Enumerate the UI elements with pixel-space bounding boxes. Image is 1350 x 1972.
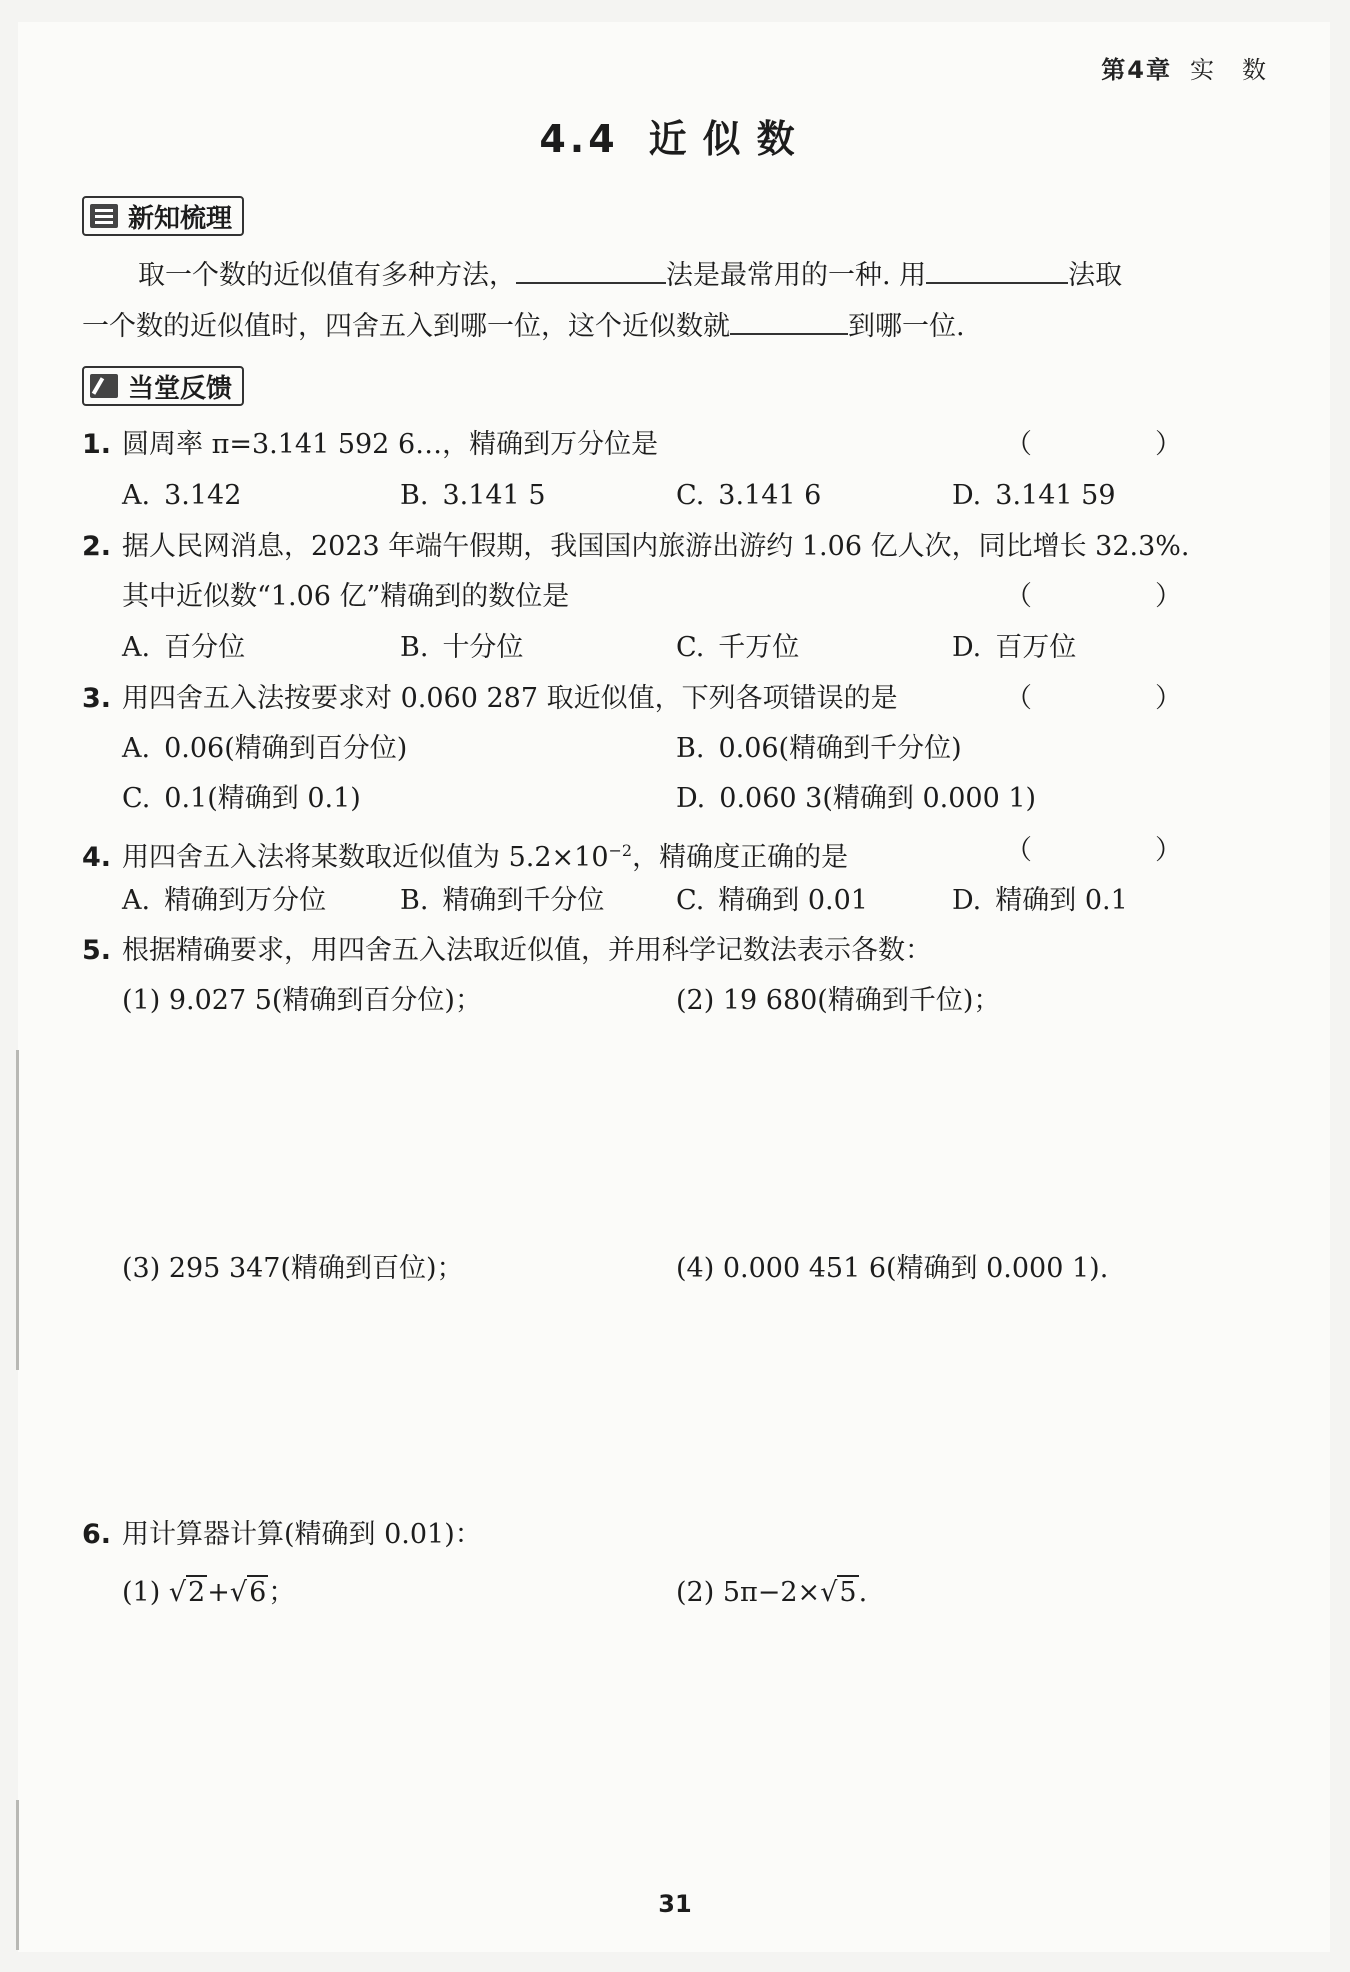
option-text: 十分位: [442, 632, 524, 663]
option-c[interactable]: [676, 876, 868, 926]
question-number: 2.: [82, 531, 112, 562]
section-label-new-knowledge: [82, 196, 244, 236]
sub-question: (2) 19 680(精确到千位)；: [676, 985, 1001, 1016]
option-b[interactable]: [400, 876, 604, 926]
option-c[interactable]: [676, 471, 821, 521]
chapter-header: [1101, 50, 1268, 85]
question-number: 6.: [82, 1519, 112, 1550]
option-d[interactable]: [952, 876, 1128, 926]
sub-question: (2) 5π−2×√5.: [676, 1577, 868, 1608]
fill-blank[interactable]: [730, 303, 848, 335]
page-title: [0, 108, 1350, 163]
answer-paren[interactable]: （ ）: [1005, 835, 1230, 866]
question-number: 4.: [82, 842, 112, 873]
intro-text: 法取: [1068, 260, 1123, 291]
option-a[interactable]: [122, 623, 245, 673]
option-label: C.: [676, 480, 705, 511]
fill-blank[interactable]: [926, 252, 1068, 284]
section-label-text: 新知梳理: [128, 203, 233, 234]
option-text: 0.060 3(精确到 0.000 1): [719, 783, 1037, 814]
option-label: D.: [952, 480, 982, 511]
option-text: 百万位: [995, 632, 1077, 663]
option-label: D.: [952, 885, 982, 916]
option-d[interactable]: [952, 471, 1116, 521]
option-text: 精确到万分位: [164, 885, 327, 916]
question-text: 用四舍五入法将某数取近似值为 5.2×10: [122, 842, 609, 873]
question-text: 用计算器计算(精确到 0.01)：: [122, 1519, 482, 1550]
question-text: 用四舍五入法按要求对 0.060 287 取近似值，下列各项错误的是: [122, 683, 898, 714]
option-label: B.: [676, 733, 705, 764]
sub-question: (3) 295 347(精确到百位)；: [122, 1253, 464, 1284]
sub-question: (4) 0.000 451 6(精确到 0.000 1).: [676, 1253, 1109, 1284]
option-text: 0.06(精确到百分位): [164, 733, 408, 764]
page-edge-line: [16, 1800, 19, 1950]
question-text: 圆周率 π=3.141 592 6…，精确到万分位是: [122, 429, 659, 460]
question-6: [82, 1510, 1232, 1560]
option-b[interactable]: [400, 623, 523, 673]
option-label: A.: [122, 480, 151, 511]
section-label-text: 当堂反馈: [128, 373, 233, 404]
question-text: 其中近似数“1.06 亿”精确到的数位是: [122, 581, 570, 612]
sub-question-text: (1): [122, 1577, 169, 1608]
section-title: 近似数: [648, 117, 811, 161]
notebook-icon: [90, 204, 118, 228]
chapter-number: 第4章: [1101, 56, 1172, 84]
intro-text: 到哪一位.: [848, 311, 965, 342]
question-text: ，精确度正确的是: [632, 842, 849, 873]
option-label: C.: [676, 885, 705, 916]
option-text: 3.141 5: [442, 480, 546, 511]
option-text: 0.06(精确到千分位): [718, 733, 962, 764]
question-number: 5.: [82, 935, 112, 966]
radicand: 2: [188, 1577, 206, 1608]
option-label: B.: [400, 480, 429, 511]
intro-text: 一个数的近似值时，四舍五入到哪一位，这个近似数就: [82, 311, 730, 342]
intro-text: 法是最常用的一种. 用: [666, 260, 927, 291]
exponent: −2: [608, 841, 633, 860]
option-a[interactable]: [122, 724, 407, 774]
option-label: C.: [122, 783, 151, 814]
sub-question: (1) 9.027 5(精确到百分位)；: [122, 985, 482, 1016]
fill-blank[interactable]: [516, 252, 666, 284]
option-label: A.: [122, 632, 151, 663]
sub-question-text: (2) 5π−2×: [676, 1577, 821, 1608]
option-label: B.: [400, 632, 429, 663]
option-text: 3.141 6: [718, 480, 822, 511]
radicand: 6: [249, 1577, 267, 1608]
section-label-practice: [82, 366, 244, 406]
option-d[interactable]: [676, 774, 1036, 824]
option-a[interactable]: [122, 471, 241, 521]
answer-paren[interactable]: （ ）: [1005, 429, 1230, 460]
option-text: 0.1(精确到 0.1): [164, 783, 361, 814]
option-text: 精确到千分位: [442, 885, 605, 916]
question-text: 根据精确要求，用四舍五入法取近似值，并用科学记数法表示各数：: [122, 935, 932, 966]
option-c[interactable]: [676, 623, 799, 673]
chapter-title: 实 数: [1190, 56, 1268, 84]
page-edge-line: [16, 1050, 19, 1370]
sub-question: (1) √2+√6；: [122, 1577, 296, 1608]
radicand: 5: [839, 1577, 857, 1608]
intro-text: 取一个数的近似值有多种方法，: [138, 260, 516, 291]
option-text: 3.142: [164, 480, 242, 511]
option-c[interactable]: [122, 774, 361, 824]
section-number: 4.4: [539, 117, 619, 161]
sub-question-text: ；: [268, 1577, 296, 1608]
question-number: 3.: [82, 683, 112, 714]
question-5: [82, 926, 1232, 976]
pencil-icon: [90, 374, 118, 398]
option-label: B.: [400, 885, 429, 916]
operator: +: [207, 1577, 230, 1608]
option-text: 精确到 0.1: [995, 885, 1128, 916]
option-label: D.: [676, 783, 706, 814]
answer-paren[interactable]: （ ）: [1005, 581, 1230, 612]
option-label: D.: [952, 632, 982, 663]
option-b[interactable]: [400, 471, 546, 521]
option-text: 3.141 59: [995, 480, 1116, 511]
sub-question-text: .: [858, 1577, 868, 1608]
answer-paren[interactable]: （ ）: [1005, 683, 1230, 714]
option-a[interactable]: [122, 876, 326, 926]
option-text: 精确到 0.01: [718, 885, 868, 916]
option-label: A.: [122, 885, 151, 916]
option-d[interactable]: [952, 623, 1076, 673]
option-label: C.: [676, 632, 705, 663]
question-text: 据人民网消息，2023 年端午假期，我国国内旅游出游约 1.06 亿人次，同比增长 32.3%.: [122, 531, 1190, 562]
intro-paragraph: [82, 250, 1232, 352]
option-text: 百分位: [164, 632, 246, 663]
option-label: A.: [122, 733, 151, 764]
option-b[interactable]: [676, 724, 962, 774]
question-number: 1.: [82, 429, 112, 460]
option-text: 千万位: [718, 632, 800, 663]
page-number: 31: [658, 1890, 692, 1918]
